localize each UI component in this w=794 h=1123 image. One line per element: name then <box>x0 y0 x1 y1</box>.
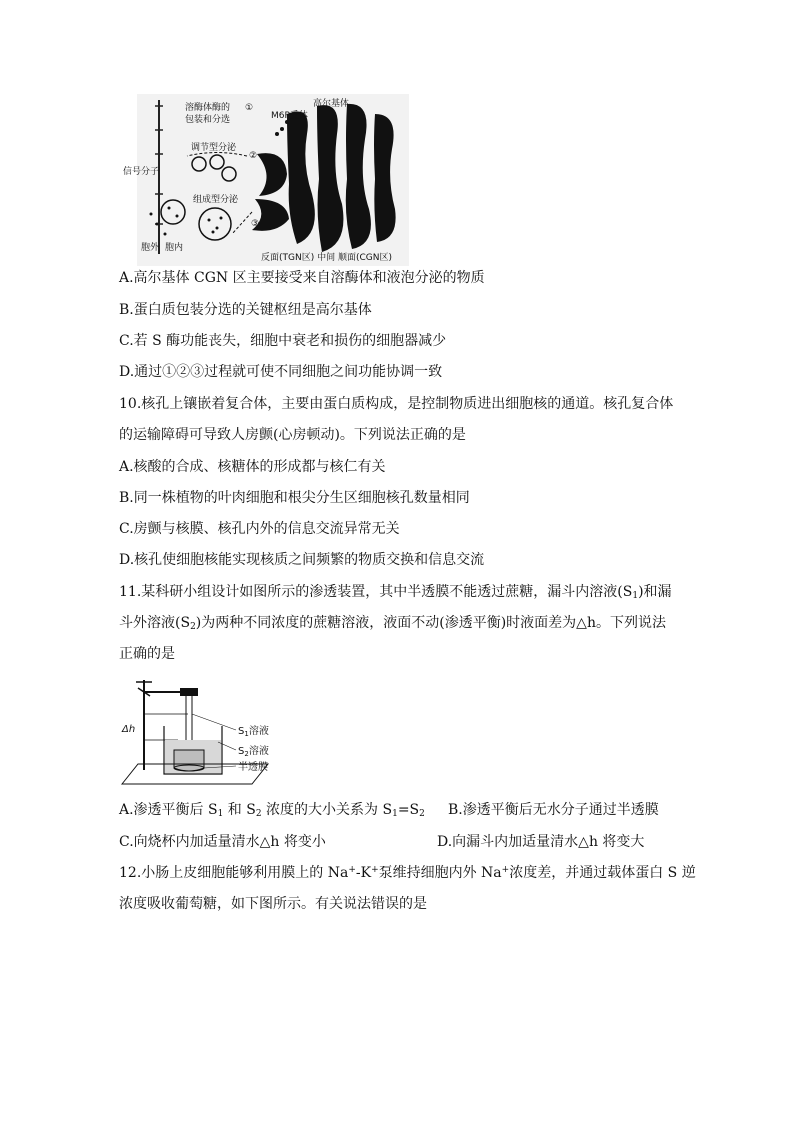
q10-stem-2: 的运输障碍可导致人房颤(心房顿动)。下列说法正确的是 <box>119 427 466 443</box>
label-s1-solution: $S_1$溶液 <box>238 726 269 738</box>
marker-3: ③ <box>251 219 260 229</box>
label-m6p: M6P受体 <box>271 111 308 121</box>
marker-2: ② <box>249 151 258 161</box>
q11-option-d: D.向漏斗内加适量清水△h 将变大 <box>437 834 645 850</box>
q11-stem-3: 正确的是 <box>119 646 175 662</box>
label-s2-solution: $S_2$溶液 <box>238 746 269 758</box>
q9-option-c: C.若 S 酶功能丧失，细胞中衰老和损伤的细胞器减少 <box>119 333 447 349</box>
q11-stem-1: 11.某科研小组设计如图所示的渗透装置，其中半透膜不能透过蔗糖，漏斗内溶液$(S_1)$和漏 <box>119 584 672 601</box>
q11-option-b: B.渗透平衡后无水分子通过半透膜 <box>448 802 659 818</box>
label-lysosome: 溶酶体酶的 <box>185 103 231 113</box>
q11-option-a: A.渗透平衡后 $S_1$ 和 $S_2$ 浓度的大小关系为 $S_1=S_2$ <box>119 802 425 819</box>
label-faces: 反面(TGN区) 中间 顺面(CGN区) <box>261 253 392 263</box>
q11-option-c: C.向烧杯内加适量清水△h 将变小 <box>119 834 326 850</box>
q10-option-c: C.房颤与核膜、核孔内外的信息交流异常无关 <box>119 521 400 537</box>
q12-stem-2: 浓度吸收葡萄糖，如下图所示。有关说法错误的是 <box>119 896 427 912</box>
q9-option-a: A.高尔基体 CGN 区主要接受来自溶酶体和液泡分泌的物质 <box>119 270 485 286</box>
label-inside: 胞内 <box>165 243 184 253</box>
q12-stem-1: 12.小肠上皮细胞能够利用膜上的 Na+-K+泵维持细胞内外 Na+浓度差，并通过载体蛋白 S 逆 <box>119 865 696 881</box>
q9-option-d: D.通过①②③过程就可使不同细胞之间功能协调一致 <box>119 364 443 380</box>
marker-1: ① <box>245 103 254 113</box>
q11-stem-2: 斗外溶液$(S_2)$为两种不同浓度的蔗糖溶液，液面不动(渗透平衡)时液面差为△h。下列说法 <box>119 615 666 632</box>
q10-option-a: A.核酸的合成、核糖体的形成都与核仁有关 <box>119 459 386 475</box>
q10-option-d: D.核孔使细胞核能实现核质之间频繁的物质交换和信息交流 <box>119 552 485 568</box>
label-regulated: 调节型分泌 <box>191 143 237 153</box>
q10-stem-1: 10.核孔上镶嵌着复合体，主要由蛋白质构成，是控制物质进出细胞核的通道。核孔复合体 <box>119 396 674 412</box>
label-lysosome-2: 包装和分选 <box>185 115 231 125</box>
q10-option-b: B.同一株植物的叶肉细胞和根尖分生区细胞核孔数量相同 <box>119 490 470 506</box>
golgi-sorting-figure <box>123 94 409 266</box>
label-signal: 信号分子 <box>123 167 160 177</box>
label-delta-h: Δh <box>122 724 136 735</box>
label-membrane: 半透膜 <box>238 762 268 773</box>
label-outside: 胞外 <box>141 243 160 253</box>
q9-option-b: B.蛋白质包装分选的关键枢纽是高尔基体 <box>119 302 372 318</box>
label-constitutive: 组成型分泌 <box>193 195 239 205</box>
osmosis-apparatus-figure <box>118 672 288 787</box>
label-golgi: 高尔基体 <box>313 99 350 109</box>
